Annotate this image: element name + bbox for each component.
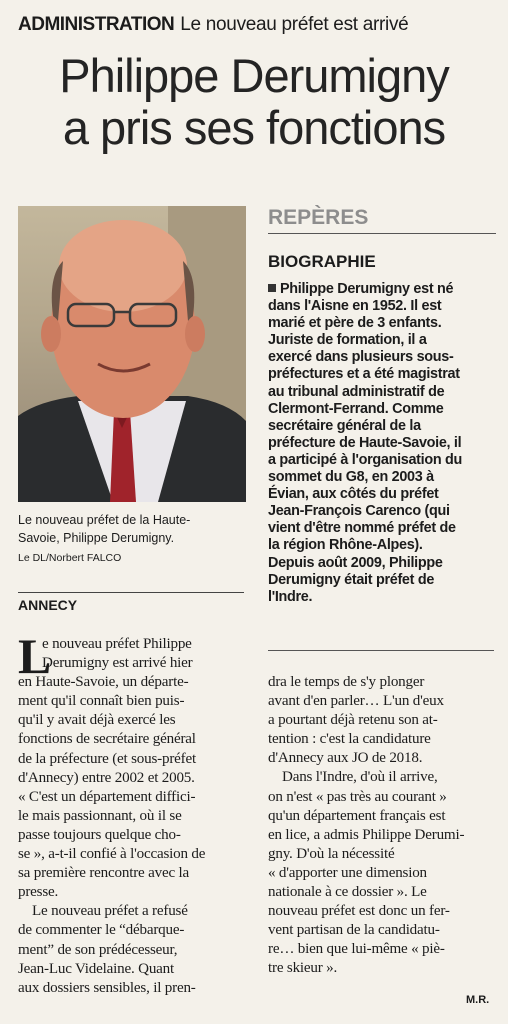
article-line: sa première rencontre avec la <box>18 865 190 882</box>
biography-line: marié et père de 3 enfants. <box>268 315 442 332</box>
article-line: « d'apporter une dimension <box>268 864 427 881</box>
article-line: nationale à ce dossier ». Le <box>268 884 427 901</box>
photo-caption <box>18 511 246 547</box>
biography-line: au tribunal administratif de <box>268 383 445 400</box>
article-line: tre skieur ». <box>268 960 338 977</box>
article-line: gny. D'où la nécessité <box>268 845 395 862</box>
article-line: re… bien que lui-même « piè- <box>268 941 445 958</box>
biography-line: dans l'Aisne en 1952. Il est <box>268 298 442 315</box>
article-line: ment qu'il connaît bien puis- <box>18 693 185 710</box>
annecy-section-title: ANNECY <box>18 592 244 615</box>
article-line: dra le temps de s'y plonger <box>268 674 425 690</box>
biography-line: secrétaire général de la <box>268 417 421 434</box>
article-line: aux dossiers sensibles, il pren- <box>18 979 196 996</box>
biography-line: Derumigny était préfet de <box>268 571 435 588</box>
article-line: a pourtant déjà retenu son at- <box>268 712 438 729</box>
article-line: d'Annecy aux JO de 2018. <box>268 750 423 767</box>
article-line: ment” de son prédécesseur, <box>18 941 178 958</box>
biography-line: Jean-François Carenco (qui <box>268 503 450 520</box>
sidebar-divider <box>268 650 494 651</box>
biography-line: exercé dans plusieurs sous- <box>268 349 454 366</box>
article-line: de la préfecture (et sous-préfet <box>18 750 196 767</box>
article-line: le mais passionnant, où il se <box>18 807 182 824</box>
square-bullet-icon <box>268 284 276 292</box>
biography-line: Philippe Derumigny est né <box>268 281 494 298</box>
article-line: nouveau préfet est donc un fer- <box>268 903 450 920</box>
portrait-photo <box>18 206 246 502</box>
biography-line: a participé à l'organisation du <box>268 451 463 468</box>
biography-line: Depuis août 2009, Philippe <box>268 554 443 571</box>
article-line: fonctions de secrétaire général <box>18 731 196 748</box>
portrait-illustration <box>18 206 246 502</box>
article-line: e nouveau préfet Philippe <box>42 636 192 652</box>
biography-line: préfecture de Haute-Savoie, il <box>268 434 462 451</box>
biography-line: Clermont-Ferrand. Comme <box>268 400 444 417</box>
article-line: « C'est un département diffici- <box>18 788 196 805</box>
headline <box>0 50 508 154</box>
article-column-left <box>18 628 248 998</box>
article-line: se », a-t-il confié à l'occasion de <box>18 846 206 863</box>
article-line: presse. <box>18 884 59 901</box>
biography-text <box>268 281 494 606</box>
article-line: vent partisan de la candidatu- <box>268 922 440 939</box>
article-line: Dans l'Indre, d'où il arrive, <box>282 769 438 786</box>
biography-line: l'Indre. <box>268 588 313 605</box>
photo-caption-line-2: Savoie, Philippe Derumigny. <box>18 531 175 545</box>
photo-credit: Le DL/Norbert FALCO <box>18 552 122 564</box>
article-line: d'Annecy) entre 2002 et 2005. <box>18 769 195 786</box>
article-line: passe toujours quelque cho- <box>18 826 181 843</box>
article-line: en Haute-Savoie, un départe- <box>18 674 189 691</box>
biography-line: Évian, aux côtés du préfet <box>268 486 439 503</box>
biography-line: vient d'être nommé préfet de <box>268 520 456 537</box>
article-line: en lice, a admis Philippe Derumi- <box>268 826 465 843</box>
article-line: tention : c'est la candidature <box>268 731 431 748</box>
headline-line-2: a pris ses fonctions <box>62 101 446 154</box>
drop-cap: L <box>18 628 52 684</box>
article-line: avant d'en parler… L'un d'eux <box>268 693 444 710</box>
photo-caption-line-1: Le nouveau préfet de la Haute- <box>18 513 191 527</box>
reperes-section-title: REPÈRES <box>268 204 496 234</box>
kicker <box>18 12 498 38</box>
headline-line-1: Philippe Derumigny <box>59 49 449 102</box>
article-line: Derumigny est arrivé hier <box>42 655 193 672</box>
biography-line: Juriste de formation, il a <box>268 332 427 349</box>
article-line: Jean-Luc Videlaine. Quant <box>18 960 175 977</box>
article-line: de commenter le “débarque- <box>18 922 185 939</box>
article-column-right <box>268 673 498 979</box>
author-signature: M.R. <box>466 994 490 1006</box>
biography-line: la région Rhône-Alpes). <box>268 537 423 554</box>
biography-line: préfectures et a été magistrat <box>268 366 460 383</box>
biography-title: BIOGRAPHIE <box>268 252 376 271</box>
article-line: Le nouveau préfet a refusé <box>32 903 188 920</box>
kicker-tag: ADMINISTRATION <box>18 14 175 35</box>
article-line: qu'il y avait déjà exercé les <box>18 712 176 729</box>
article-line: qu'un département français est <box>268 807 446 824</box>
biography-line: sommet du G8, en 2003 à <box>268 469 434 486</box>
kicker-text: Le nouveau préfet est arrivé <box>180 14 409 35</box>
article-line: on n'est « pas très au courant » <box>268 788 447 805</box>
